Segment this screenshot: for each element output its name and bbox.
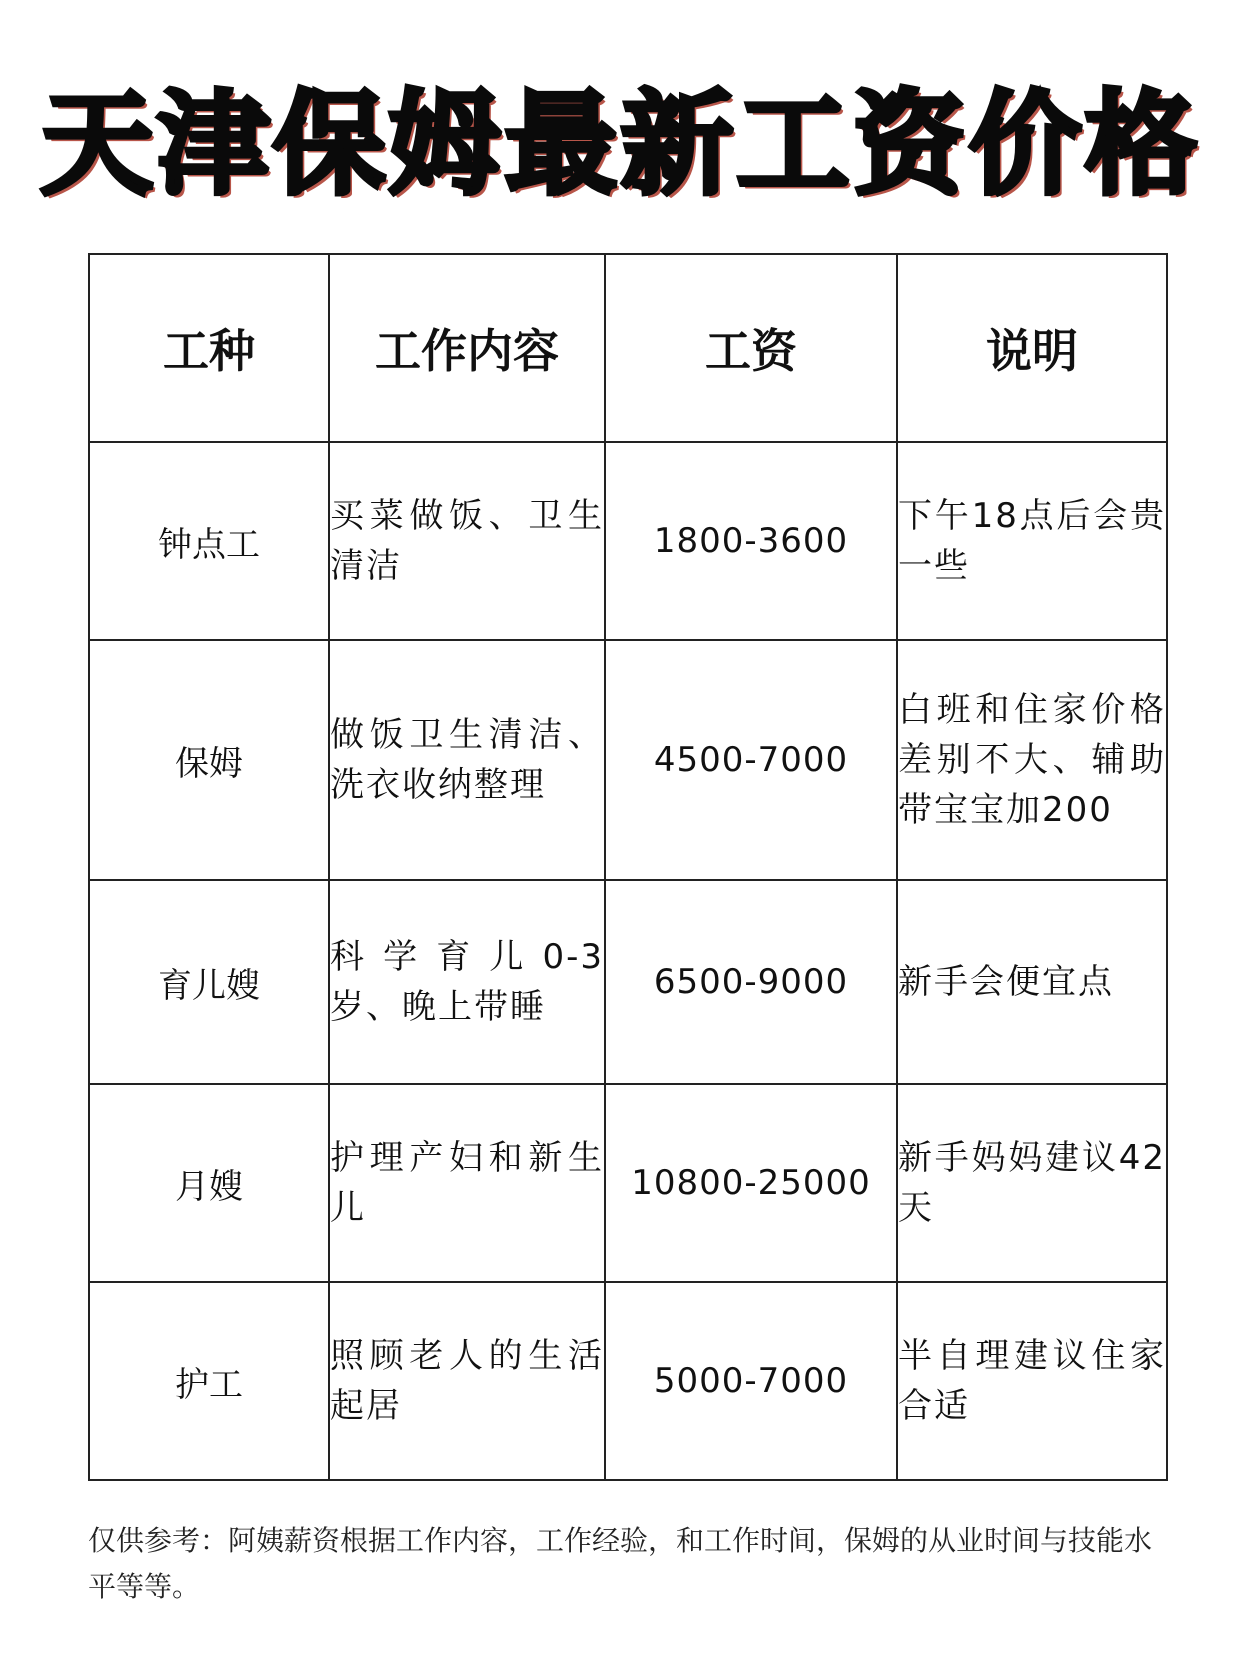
cell-wage: 1800-3600 [605,442,897,640]
header-job-type: 工种 [89,254,329,442]
cell-job-content: 买菜做饭、卫生清洁 [329,442,605,640]
cell-job-type: 护工 [89,1282,329,1480]
footnote-disclaimer: 仅供参考：阿姨薪资根据工作内容，工作经验，和工作时间，保姆的从业时间与技能水平等等。 [88,1524,1153,1603]
header-wage: 工资 [605,254,897,442]
table-row [89,1084,1167,1282]
cell-job-type: 钟点工 [89,442,329,640]
table-row [89,880,1167,1084]
cell-wage: 4500-7000 [605,640,897,880]
cell-job-content: 科学育儿0-3岁、晚上带睡 [329,880,605,1084]
cell-job-content: 护理产妇和新生儿 [329,1084,605,1282]
cell-note: 白班和住家价格差别不大、辅助带宝宝加200 [897,640,1167,880]
cell-job-type: 月嫂 [89,1084,329,1282]
cell-note: 新手妈妈建议42天 [897,1084,1167,1282]
cell-job-type: 育儿嫂 [89,880,329,1084]
cell-note: 半自理建议住家合适 [897,1282,1167,1480]
cell-job-type: 保姆 [89,640,329,880]
header-note: 说明 [897,254,1167,442]
cell-note: 新手会便宜点 [897,880,1167,1084]
table-row [89,442,1167,640]
header-job-content: 工作内容 [329,254,605,442]
cell-job-content: 照顾老人的生活起居 [329,1282,605,1480]
table-row [89,640,1167,880]
table-row [89,1282,1167,1480]
cell-wage: 10800-25000 [605,1084,897,1282]
table-header-row [89,254,1167,442]
cell-wage: 5000-7000 [605,1282,897,1480]
cell-wage: 6500-9000 [605,880,897,1084]
cell-job-content: 做饭卫生清洁、洗衣收纳整理 [329,640,605,880]
cell-note: 下午18点后会贵一些 [897,442,1167,640]
page-title: 天津保姆最新工资价格 [41,80,1201,210]
wage-table [88,253,1168,1481]
